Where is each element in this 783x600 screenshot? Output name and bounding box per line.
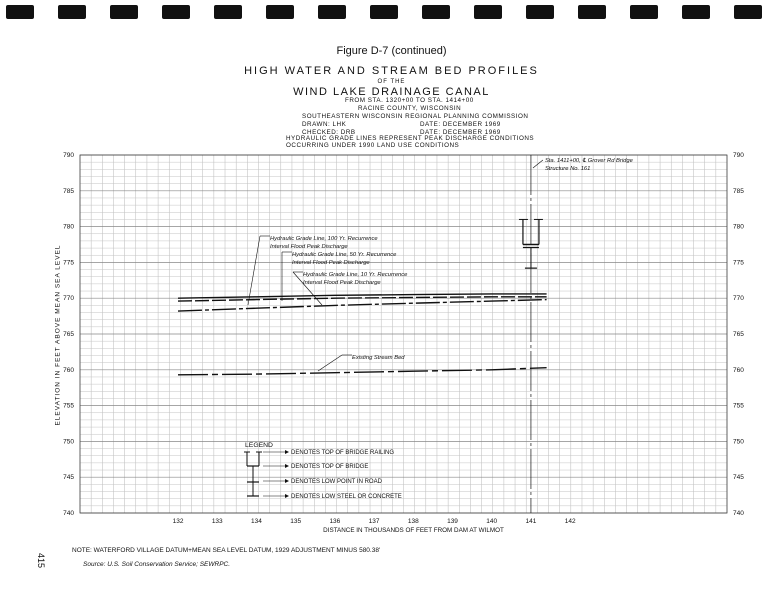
county: RACINE COUNTY, WISCONSIN <box>358 105 462 112</box>
y-tick-label-right: 765 <box>733 331 744 338</box>
date-drawn: DATE: DECEMBER 1969 <box>420 121 501 128</box>
y-tick-label-left: 770 <box>63 295 74 303</box>
series-leader-line <box>248 236 260 305</box>
y-tick-label-left: 755 <box>63 402 74 410</box>
x-tick-label: 133 <box>211 518 223 525</box>
series-label: Interval Flood Peak Discharge <box>292 260 370 266</box>
y-tick-label-right: 745 <box>733 474 744 482</box>
grade-line-note-2: OCCURRING UNDER 1990 LAND USE CONDITIONS <box>286 142 460 149</box>
series-label: Interval Flood Peak Discharge <box>303 280 381 286</box>
x-tick-label: 138 <box>407 518 419 525</box>
y-tick-label-left: 785 <box>63 187 74 195</box>
page-number: 415 <box>36 553 46 569</box>
date-checked: DATE: DECEMBER 1969 <box>420 129 501 136</box>
checked-by: CHECKED: DRB <box>302 129 356 136</box>
y-tick-label-left: 740 <box>63 510 74 517</box>
datum-note: NOTE: WATERFORD VILLAGE DATUM+MEAN SEA LEVEL DATUM, 1929 ADJUSTMENT MINUS 580.38' <box>72 547 381 554</box>
y-tick-label-right: 785 <box>733 187 744 195</box>
y-tick-label-right: 760 <box>733 366 744 374</box>
station-range: FROM STA. 1320+00 TO STA. 1414+00 <box>345 97 474 104</box>
legend-item-label: DENOTES LOW POINT IN ROAD <box>291 479 382 486</box>
legend-item-label: DENOTES LOW STEEL OR CONCRETE <box>291 494 402 501</box>
source-note: Source: U.S. Soil Conservation Service; SEWRPC. <box>83 561 231 568</box>
y-tick-label-left: 760 <box>63 366 74 374</box>
y-tick-label-right: 770 <box>733 295 744 303</box>
bridge-label: Structure No. 161 <box>544 166 591 172</box>
series-line <box>178 368 547 375</box>
series-label: Hydraulic Grade Line, 50 Yr. Recurrence <box>292 252 397 258</box>
y-tick-label-right: 780 <box>733 223 744 231</box>
series-label: Existing Stream Bed <box>352 355 405 361</box>
agency: SOUTHEASTERN WISCONSIN REGIONAL PLANNING COMMISSION <box>302 113 529 120</box>
y-tick-label-right: 775 <box>733 259 744 267</box>
chart-title: HIGH WATER AND STREAM BED PROFILES <box>244 65 539 77</box>
legend-arrow <box>285 494 289 498</box>
x-tick-label: 139 <box>447 518 458 525</box>
series-label: Hydraulic Grade Line, 10 Yr. Recurrence <box>303 272 408 278</box>
bridge-leader-line <box>533 160 543 168</box>
y-tick-label-left: 775 <box>63 259 74 267</box>
x-axis-label: DISTANCE IN THOUSANDS OF FEET FROM DAM AT WILMOT <box>323 527 504 534</box>
y-tick-label-left: 765 <box>63 331 74 338</box>
legend-item-label: DENOTES TOP OF BRIDGE RAILING <box>291 450 395 457</box>
y-tick-label-left: 750 <box>63 438 74 446</box>
x-tick-label: 134 <box>251 518 262 525</box>
grade-line-note-1: HYDRAULIC GRADE LINES REPRESENT PEAK DISCHARGE CONDITIONS <box>286 135 535 142</box>
title-of-the: OF THE <box>377 79 406 85</box>
series-label: Interval Flood Peak Discharge <box>270 244 348 250</box>
y-tick-label-left: 745 <box>63 474 74 482</box>
legend-item-label: DENOTES TOP OF BRIDGE <box>291 464 369 471</box>
x-tick-label: 136 <box>329 518 341 525</box>
y-axis-label: ELEVATION IN FEET ABOVE MEAN SEA LEVEL <box>54 244 62 426</box>
figure-number: Figure D-7 (continued) <box>336 45 447 57</box>
x-tick-label: 142 <box>564 518 576 525</box>
chart-subtitle: WIND LAKE DRAINAGE CANAL <box>293 86 490 98</box>
drawn-by: DRAWN: LHK <box>302 121 347 128</box>
y-tick-label-right: 740 <box>733 510 744 517</box>
chart-grid <box>80 155 727 513</box>
legend-title: LEGEND <box>245 442 273 449</box>
series-line <box>178 294 547 298</box>
y-tick-label-left: 780 <box>63 223 74 231</box>
y-tick-label-right: 755 <box>733 402 744 410</box>
series-label: Hydraulic Grade Line, 100 Yr. Recurrence <box>270 236 378 242</box>
x-tick-label: 140 <box>486 518 498 525</box>
legend-arrow <box>285 450 289 454</box>
y-tick-label-right: 750 <box>733 438 744 446</box>
x-tick-label: 132 <box>172 518 184 525</box>
y-tick-label-right: 790 <box>733 152 744 159</box>
x-tick-label: 135 <box>290 518 302 525</box>
series-leader-line <box>318 355 342 371</box>
y-tick-label-left: 790 <box>63 152 74 159</box>
legend-arrow <box>285 479 289 483</box>
bridge-label: Sta. 1411+00, ℄ Grover Rd Bridge <box>544 158 633 164</box>
x-tick-label: 137 <box>368 518 380 525</box>
x-tick-label: 141 <box>525 518 537 525</box>
legend-arrow <box>285 464 289 468</box>
